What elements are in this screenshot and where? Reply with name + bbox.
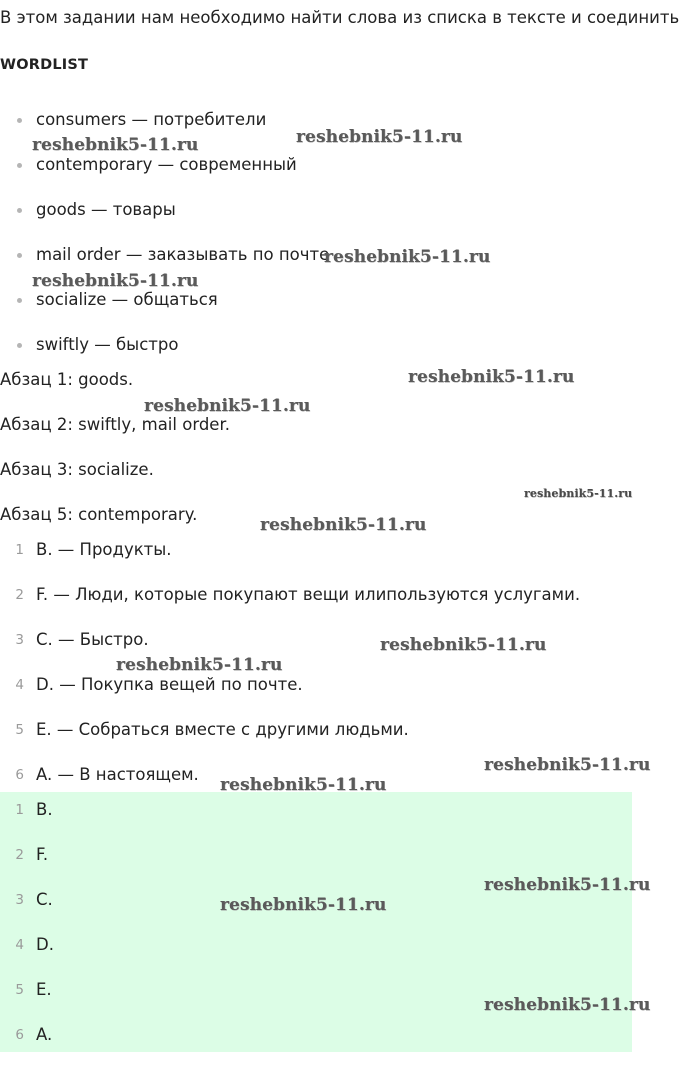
watermark: reshebnik5-11.ru <box>324 247 491 267</box>
watermark: reshebnik5-11.ru <box>484 995 651 1015</box>
answer-item <box>0 933 632 957</box>
list-number: 5 <box>15 722 24 738</box>
watermark: reshebnik5-11.ru <box>220 775 387 795</box>
wordlist-item-text: consumers — потребители <box>36 110 267 129</box>
watermark: reshebnik5-11.ru <box>144 396 311 416</box>
watermark: reshebnik5-11.ru <box>260 515 427 535</box>
definition-text: C. — Быстро. <box>36 630 149 649</box>
answer-text: E. <box>36 980 52 999</box>
bullet-icon <box>17 118 22 123</box>
answer-text: C. <box>36 890 53 909</box>
list-number: 4 <box>15 937 24 953</box>
definition-item <box>0 673 632 697</box>
answer-item <box>0 843 632 867</box>
watermark: reshebnik5-11.ru <box>116 655 283 675</box>
bullet-icon <box>17 163 22 168</box>
definition-item <box>0 718 632 742</box>
list-number: 5 <box>15 982 24 998</box>
answer-item <box>0 1023 632 1047</box>
bullet-icon <box>17 343 22 348</box>
wordlist-item-text: contemporary — современный <box>36 155 297 174</box>
watermark: reshebnik5-11.ru <box>220 895 387 915</box>
answer-text: B. <box>36 800 53 819</box>
paragraph-match: Абзац 2: swiftly, mail order. <box>0 415 230 434</box>
bullet-icon <box>17 208 22 213</box>
list-number: 2 <box>15 587 24 603</box>
list-number: 3 <box>15 632 24 648</box>
list-number: 1 <box>15 802 24 818</box>
paragraph-match: Абзац 5: contemporary. <box>0 505 198 524</box>
paragraph-match: Абзац 3: socialize. <box>0 460 154 479</box>
definition-item <box>0 538 632 562</box>
list-number: 6 <box>15 1027 24 1043</box>
definition-text: B. — Продукты. <box>36 540 172 559</box>
wordlist-item-text: mail order — заказывать по почте <box>36 245 330 264</box>
intro-text: В этом задании нам необходимо найти слова из списка в тексте и соединить <box>0 8 680 27</box>
definition-text: A. — В настоящем. <box>36 765 199 784</box>
bullet-icon <box>17 298 22 303</box>
wordlist-heading: WORDLIST <box>0 57 89 73</box>
list-number: 1 <box>15 542 24 558</box>
answer-text: A. <box>36 1025 53 1044</box>
list-number: 3 <box>15 892 24 908</box>
watermark: reshebnik5-11.ru <box>380 635 547 655</box>
definition-item <box>0 583 632 607</box>
watermark: reshebnik5-11.ru <box>408 367 575 387</box>
list-number: 4 <box>15 677 24 693</box>
paragraph-match: Абзац 1: goods. <box>0 370 134 389</box>
wordlist-item-text: goods — товары <box>36 200 176 219</box>
watermark: reshebnik5-11.ru <box>296 127 463 147</box>
definition-text: E. — Собраться вместе с другими людьми. <box>36 720 409 739</box>
answer-text: D. <box>36 935 54 954</box>
definition-text: F. — Люди, которые покупают вещи илипользуются услугами. <box>36 585 581 604</box>
wordlist-item-text: socialize — общаться <box>36 290 218 309</box>
list-number: 6 <box>15 767 24 783</box>
wordlist-item-text: swiftly — быстро <box>36 335 179 354</box>
watermark: reshebnik5-11.ru <box>32 135 199 155</box>
definition-text: D. — Покупка вещей по почте. <box>36 675 303 694</box>
watermark: reshebnik5-11.ru <box>524 487 633 500</box>
answer-text: F. <box>36 845 49 864</box>
bullet-icon <box>17 253 22 258</box>
answer-item <box>0 798 632 822</box>
watermark: reshebnik5-11.ru <box>484 875 651 895</box>
watermark: reshebnik5-11.ru <box>32 271 199 291</box>
list-number: 2 <box>15 847 24 863</box>
watermark: reshebnik5-11.ru <box>484 755 651 775</box>
